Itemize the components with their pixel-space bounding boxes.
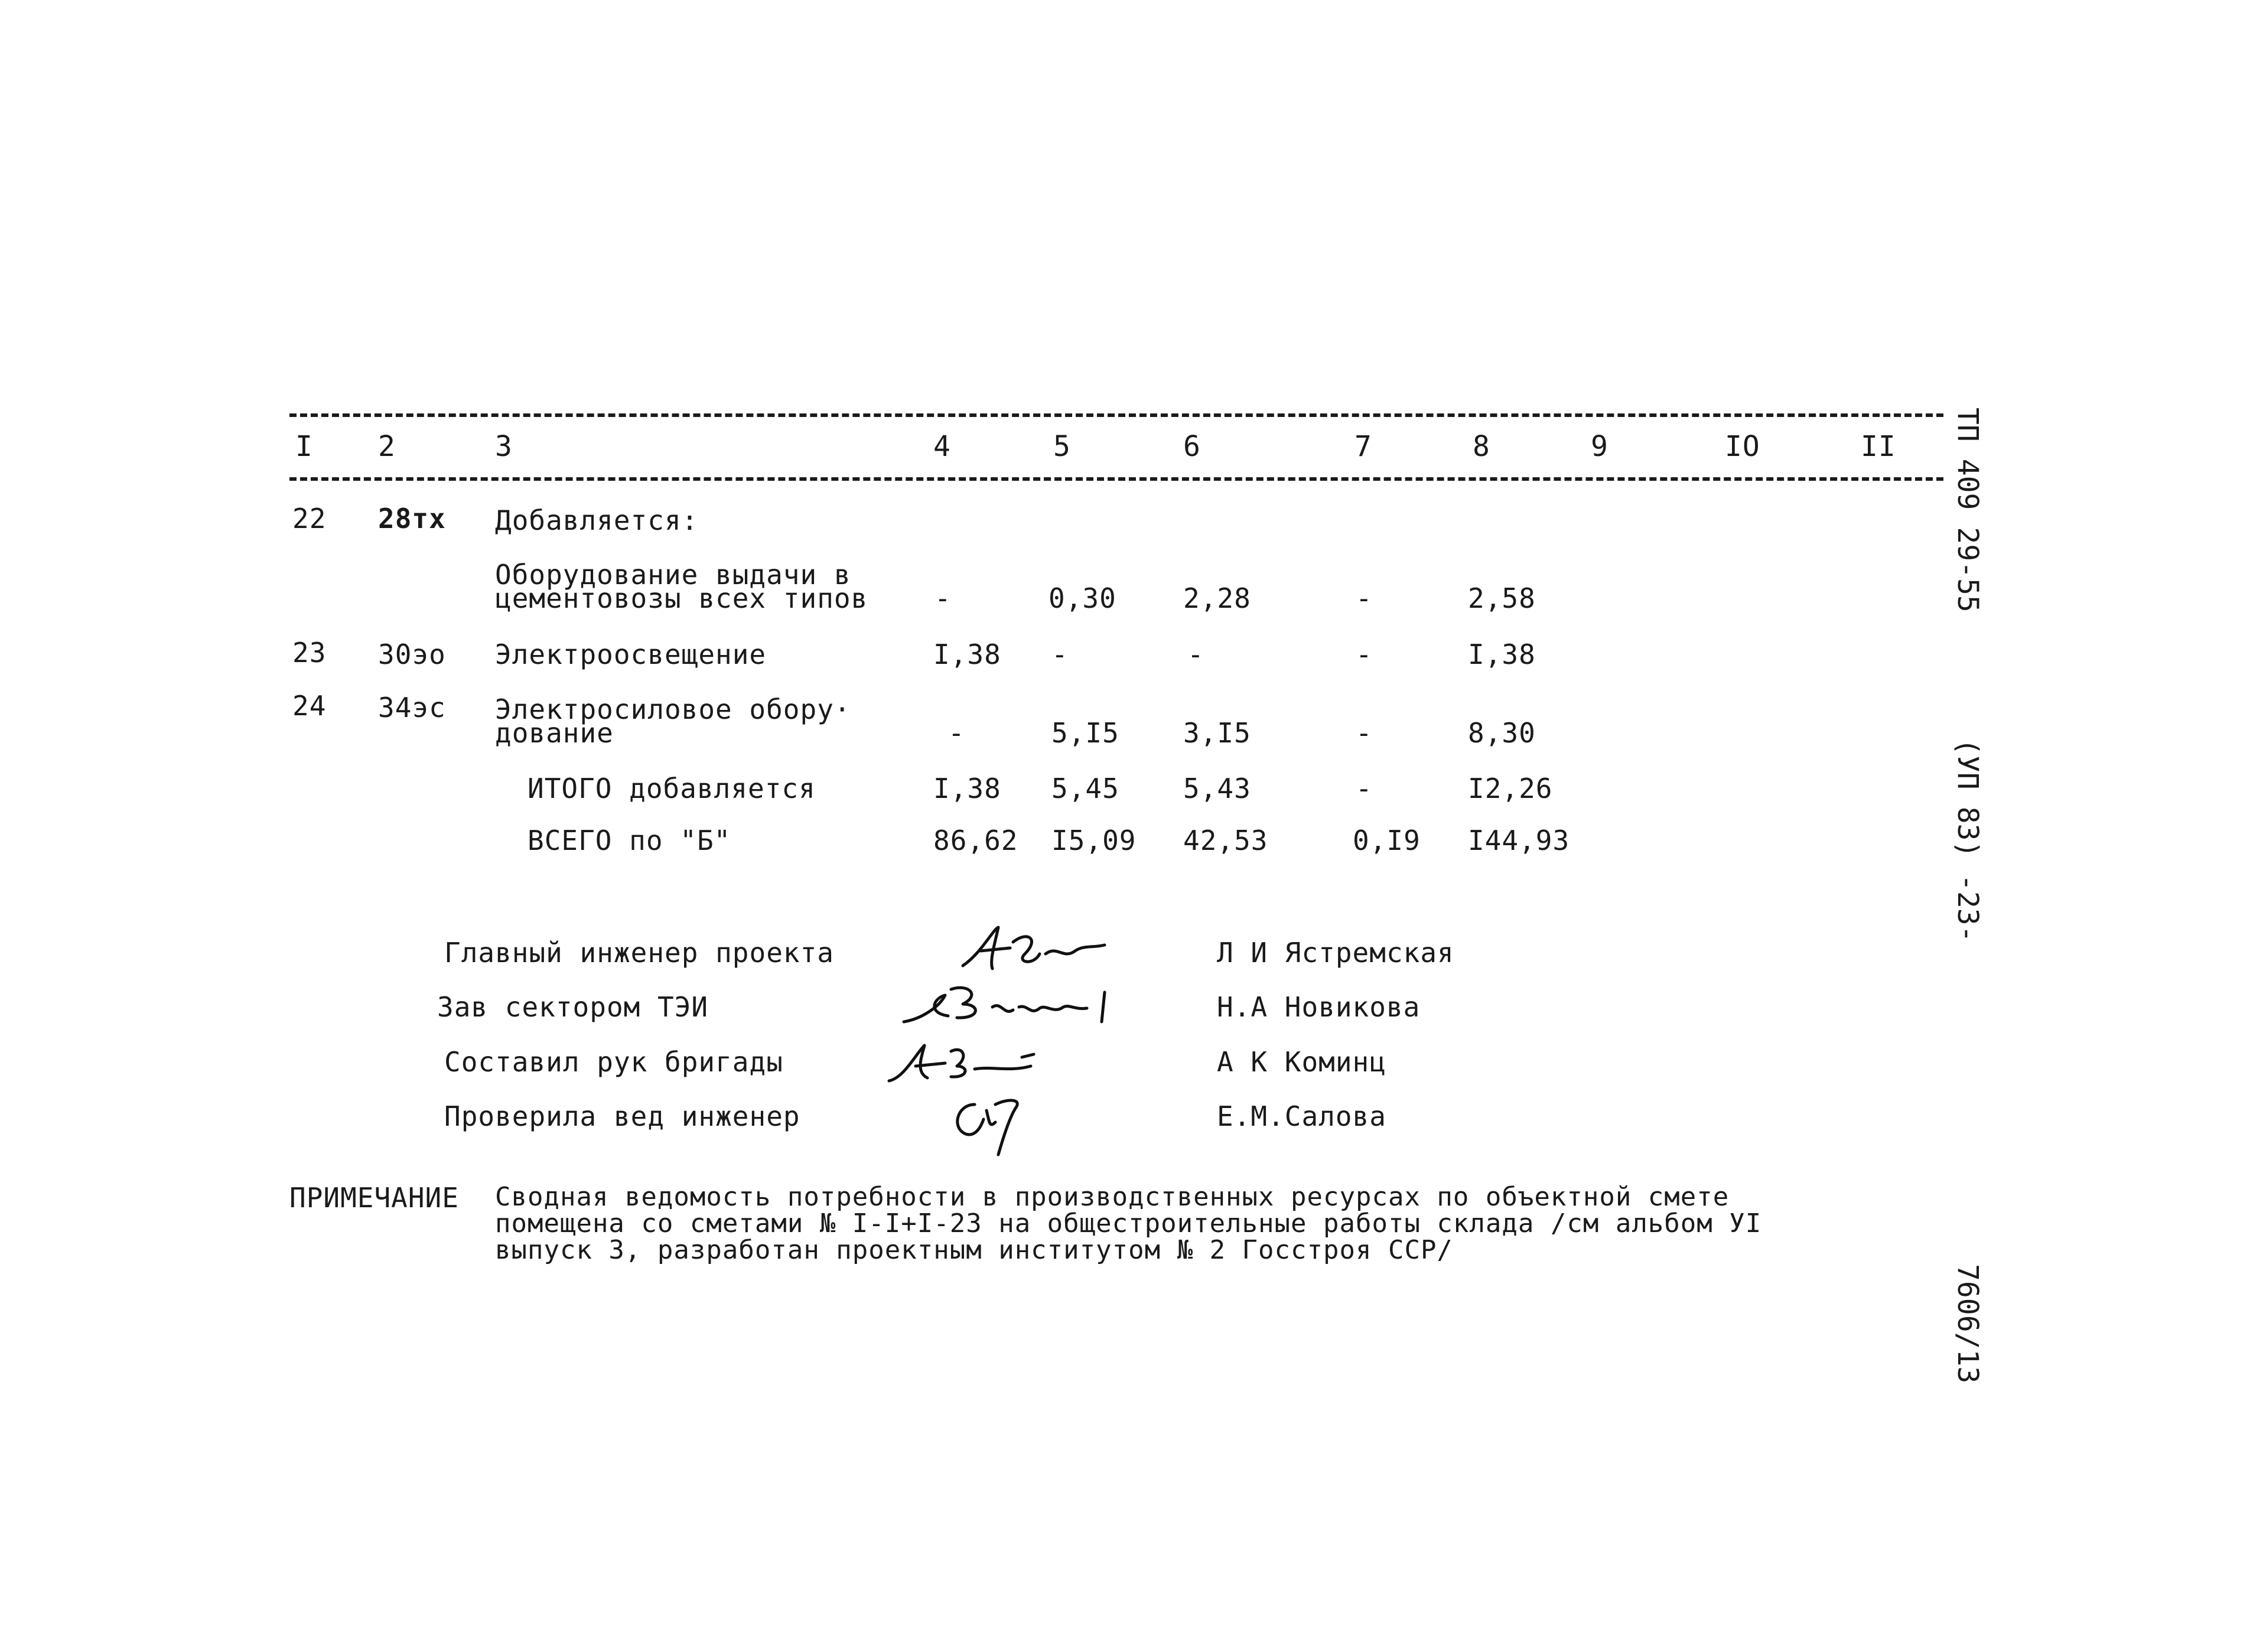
col-header-10: IO <box>1725 430 1760 463</box>
album-reference: (УП 83) <box>1951 738 1984 858</box>
note-line: выпуск 3, разработан проектным институтом № 2 Госстроя ССР/ <box>495 1235 1453 1265</box>
col-header-1: I <box>295 430 313 463</box>
project-code: ТП 409 29-55 <box>1951 408 1984 612</box>
row-code: 34эс <box>378 692 446 724</box>
row-number: 24 <box>292 690 327 722</box>
cell-col-5: 5,45 <box>1051 773 1119 804</box>
col-header-2: 2 <box>378 430 396 463</box>
cell-col-7: - <box>1356 773 1373 804</box>
table-top-rule <box>289 413 1943 417</box>
cell-col-7: 0,I9 <box>1353 825 1421 856</box>
note-line: Сводная ведомость потребности в производственных ресурсах по объектной смете <box>495 1182 1730 1212</box>
cell-col-6: 3,I5 <box>1183 717 1251 749</box>
row-description: Оборудование выдачи в <box>495 559 851 591</box>
handwritten-signature <box>939 1081 1034 1158</box>
table-header-rule <box>289 477 1943 481</box>
signature-name: Л И Ястремская <box>1217 937 1454 969</box>
note-line: помещена со сметами № I-I+I-23 на общестроительные работы склада /см альбом УI <box>495 1208 1762 1239</box>
cell-col-8: I44,93 <box>1468 825 1570 856</box>
signature-role: Зав сектором ТЭИ <box>437 991 709 1023</box>
cell-col-8: I2,26 <box>1468 773 1553 804</box>
cell-col-6: 42,53 <box>1183 825 1268 856</box>
note-label: ПРИМЕЧАНИЕ <box>289 1182 459 1214</box>
row-description: ВСЕГО по "Б" <box>528 825 731 856</box>
row-description: дование <box>495 717 614 749</box>
col-header-8: 8 <box>1473 430 1490 463</box>
row-code: 30эо <box>378 638 446 670</box>
cell-col-8: I,38 <box>1468 638 1536 670</box>
cell-col-5: - <box>1051 638 1069 670</box>
signature-role: Главный инженер проекта <box>444 937 834 969</box>
col-header-5: 5 <box>1053 430 1071 463</box>
col-header-4: 4 <box>933 430 951 463</box>
row-code: 28тх <box>378 503 446 535</box>
col-header-11: II <box>1861 430 1896 463</box>
signature-name: А К Коминц <box>1217 1046 1386 1078</box>
signature-name: Н.А Новикова <box>1217 991 1421 1023</box>
col-header-9: 9 <box>1591 430 1608 463</box>
col-header-7: 7 <box>1354 430 1372 463</box>
cell-col-7: - <box>1356 717 1373 749</box>
col-header-6: 6 <box>1183 430 1201 463</box>
row-number: 22 <box>292 503 327 535</box>
row-number: 23 <box>292 637 327 669</box>
row-description: Электроосвещение <box>495 638 767 670</box>
signature-role: Составил рук бригады <box>444 1046 783 1078</box>
row-description: ИТОГО добавляется <box>528 773 816 804</box>
cell-col-4: - <box>934 582 952 614</box>
cell-col-4: I,38 <box>933 773 1001 804</box>
row-description: Электросиловое обору· <box>495 693 851 725</box>
document-stamp: 7606/13 <box>1951 1264 1984 1384</box>
cell-col-5: I5,09 <box>1051 825 1137 856</box>
cell-col-4: 86,62 <box>933 825 1018 856</box>
cell-col-6: 2,28 <box>1183 582 1251 614</box>
cell-col-6: - <box>1187 638 1204 670</box>
row-description: цементовозы всех типов <box>495 582 868 614</box>
cell-col-6: 5,43 <box>1183 773 1251 804</box>
cell-col-5: 5,I5 <box>1051 717 1119 749</box>
handwritten-signature <box>892 972 1128 1037</box>
col-header-3: 3 <box>495 430 513 463</box>
cell-col-4: I,38 <box>933 638 1001 670</box>
cell-col-8: 8,30 <box>1468 717 1536 749</box>
cell-col-7: - <box>1356 638 1373 670</box>
signature-role: Проверила вед инженер <box>444 1100 800 1132</box>
cell-col-8: 2,58 <box>1468 582 1536 614</box>
cell-col-4: - <box>948 717 965 749</box>
signature-name: Е.М.Салова <box>1217 1100 1386 1132</box>
page-number: -23- <box>1951 874 1984 943</box>
row-description: Добавляется: <box>495 504 699 536</box>
cell-col-5: 0,30 <box>1049 582 1116 614</box>
cell-col-7: - <box>1356 582 1373 614</box>
